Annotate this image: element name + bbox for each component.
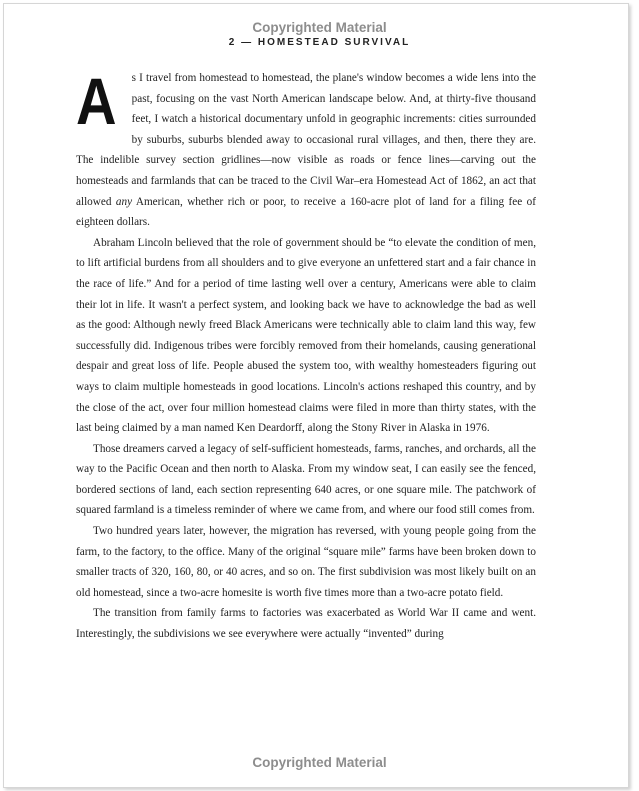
paragraph-3: Those dreamers carved a legacy of self-sufficient homesteads, farms, ranches, and orchards, all the way to the Pacific Ocean and then north to Alaska. From my window seat, I can easily see the fenced, bordered sections of land, each section representing 640 acres, or one square mile. The patchwork of squared farmland is a timeless reminder of where we came from, and where our food still comes from. <box>76 442 536 517</box>
paragraph-4: Two hundred years later, however, the migration has reversed, with young people going from the farm, to the factory, to the office. Many of the original “square mile” farms have been broken down to smaller tracts of 320, 160, 80, or 40 acres, and so on. The first subdivision was most likely built on an old homestead, since a two-acre homesite is worth five times more than a two-acre potato field. <box>76 525 536 599</box>
paragraph-2: Abraham Lincoln believed that the role of government should be “to elevate the condition of men, to lift artificial burdens from all shoulders and to give everyone an unfettered start and a fair chance in the race of life.” And for a period of time lasting well over a century, Americans were able to claim their lot in life. It wasn't a perfect system, and looking back we have to acknowledge the bad as well as the good: Although newly freed Black Americans were technically able to claim land this way, few successfully did. Indigenous tribes were forcibly removed from their homelands, causing generational despair and great loss of life. People abused the system too, with wealthy homesteaders figuring out ways to claim multiple homesteads in good locations. Lincoln's actions reshaped this country, and by the close of the act, over four million homestead claims were filed in more than thirty states, with the last being claimed by a man named Ken Deardorff, along the Stony River in Alaska in 1976. <box>76 236 536 435</box>
drop-cap: A <box>76 64 117 138</box>
running-head: 2 — HOMESTEAD SURVIVAL <box>228 37 411 48</box>
copyright-watermark-top: Copyrighted Material <box>252 20 387 35</box>
paragraph-1 <box>76 64 536 233</box>
paragraph-1-text-a: s I travel from homestead to homestead, the plane's window becomes a wide lens into the past, focusing on the vast North American landscape below. And, at thirty-five thousand feet, I watch a historical documentary unfold in geographic increments: cities surrounded by suburbs, suburbs blended away to occasional rural villages, and then, there they are. The indelible survey section gridlines—now visible as roads or fence lines—carving out the homesteads and farmlands that can be traced to the Civil War–era Homestead Act of 1862, an act that allowed <box>76 72 536 208</box>
emphasis-any: any <box>115 195 133 208</box>
copyright-watermark-bottom: Copyrighted Material <box>252 755 387 770</box>
paragraph-5: The transition from family farms to factories was exacerbated as World War II came and went. Interestingly, the subdivisions we see everywhere were actually “invented” during <box>76 607 536 641</box>
body-text <box>76 64 536 645</box>
paragraph-1-text-b: American, whether rich or poor, to receive a 160-acre plot of land for a filing fee of eighteen dollars. <box>76 195 536 229</box>
